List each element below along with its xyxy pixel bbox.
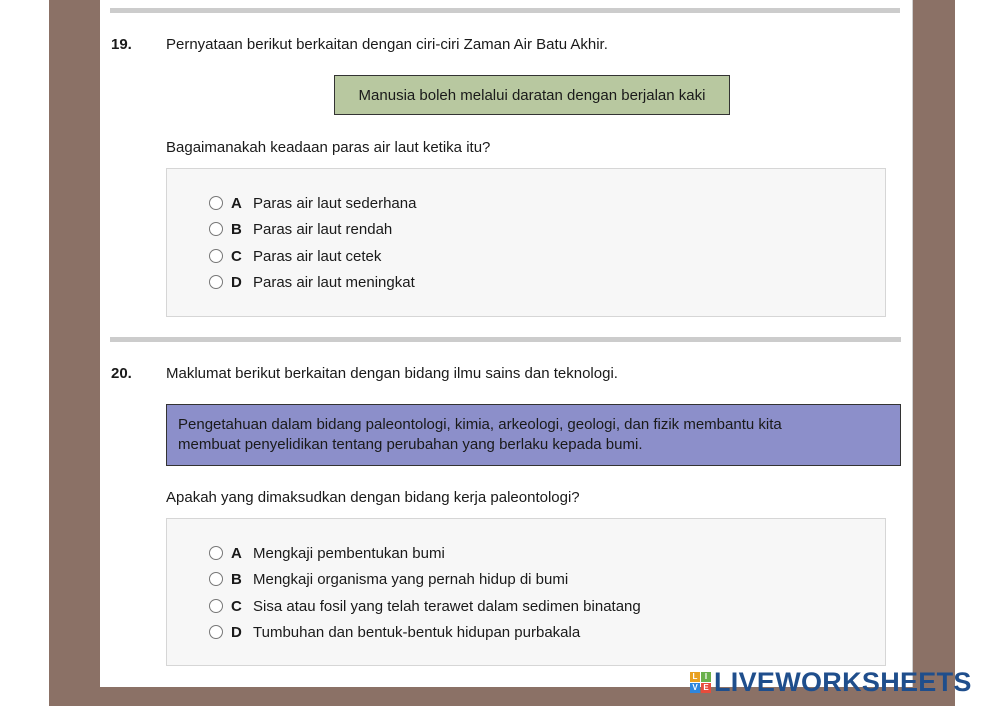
option-letter: D: [231, 273, 242, 291]
stimulus-line: Pengetahuan dalam bidang paleontologi, kimia, arkeologi, geologi, dan fizik membantu kita: [178, 416, 782, 433]
option-text: Tumbuhan dan bentuk-bentuk hidupan purbakala: [253, 623, 581, 641]
option-text: Sisa atau fosil yang telah terawet dalam sedimen binatang: [253, 597, 641, 615]
option-c[interactable]: [209, 246, 381, 266]
stimulus-box: [334, 75, 730, 115]
option-letter: A: [231, 544, 242, 562]
option-a[interactable]: [209, 193, 416, 213]
logo-grid-cell: V: [690, 683, 700, 693]
radio-button[interactable]: [209, 572, 223, 586]
radio-button[interactable]: [209, 196, 223, 210]
option-text: Mengkaji pembentukan bumi: [253, 544, 445, 562]
option-a[interactable]: [209, 543, 445, 563]
option-letter: C: [231, 597, 242, 615]
option-d[interactable]: [209, 622, 580, 642]
stimulus-line: membuat penyelidikan tentang perubahan yang berlaku kepada bumi.: [178, 436, 643, 453]
question-text: Apakah yang dimaksudkan dengan bidang kerja paleontologi?: [166, 489, 580, 506]
stimulus-box: [166, 404, 901, 466]
option-letter: D: [231, 623, 242, 641]
option-text: Paras air laut sederhana: [253, 194, 417, 212]
option-text: Paras air laut meningkat: [253, 273, 415, 291]
question-number: 19.: [111, 36, 132, 53]
option-b[interactable]: [209, 219, 392, 239]
question-text: Bagaimanakah keadaan paras air laut ketika itu?: [166, 139, 491, 156]
radio-button[interactable]: [209, 625, 223, 639]
question-prompt: Pernyataan berikut berkaitan dengan ciri-ciri Zaman Air Batu Akhir.: [166, 36, 608, 53]
option-b[interactable]: [209, 569, 568, 589]
option-text: Paras air laut rendah: [253, 220, 393, 238]
option-letter: C: [231, 247, 242, 265]
divider-top: [110, 8, 900, 13]
option-text: Paras air laut cetek: [253, 247, 382, 265]
option-c[interactable]: [209, 596, 641, 616]
divider-middle: [110, 337, 901, 342]
question-number: 20.: [111, 365, 132, 382]
radio-button[interactable]: [209, 599, 223, 613]
option-d[interactable]: [209, 272, 415, 292]
radio-button[interactable]: [209, 275, 223, 289]
logo-grid-cell: E: [701, 683, 711, 693]
stimulus-text: Manusia boleh melalui daratan dengan berjalan kaki: [358, 86, 706, 104]
radio-button[interactable]: [209, 546, 223, 560]
logo-grid-cell: L: [690, 672, 700, 682]
question-prompt: Maklumat berikut berkaitan dengan bidang ilmu sains dan teknologi.: [166, 365, 618, 382]
logo-grid-cell: I: [701, 672, 711, 682]
liveworksheets-logo[interactable]: [690, 667, 972, 697]
options-box: [166, 168, 886, 317]
option-text: Mengkaji organisma yang pernah hidup di bumi: [253, 570, 569, 588]
options-box: [166, 518, 886, 666]
logo-text: LIVEWORKSHEETS: [714, 666, 972, 697]
radio-button[interactable]: [209, 249, 223, 263]
logo-grid-icon: [690, 672, 711, 693]
option-letter: B: [231, 570, 242, 588]
option-letter: B: [231, 220, 242, 238]
radio-button[interactable]: [209, 222, 223, 236]
option-letter: A: [231, 194, 242, 212]
